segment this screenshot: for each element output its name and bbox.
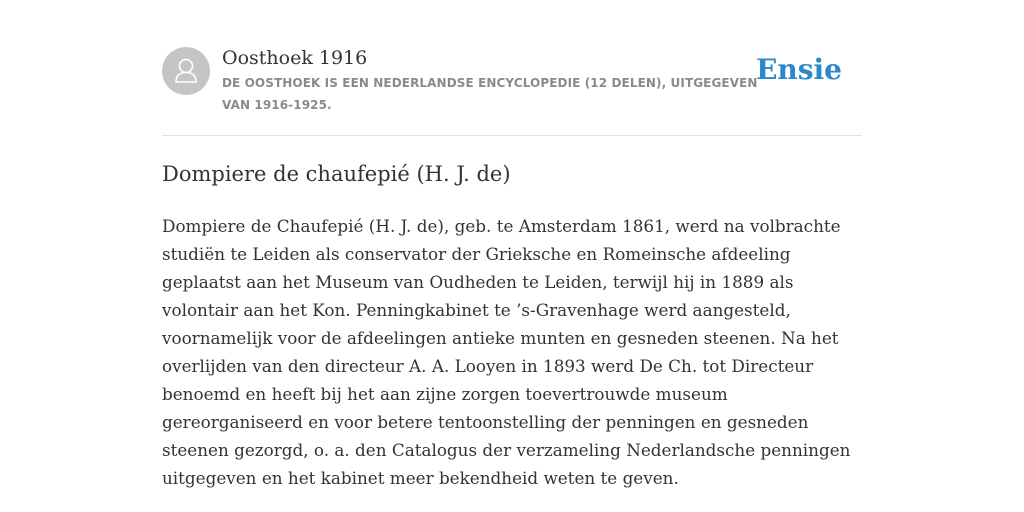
ensie-logo[interactable]: Ensie [756, 53, 842, 86]
divider [162, 135, 862, 136]
source-title[interactable]: Oosthoek 1916 [222, 47, 368, 69]
entry-body: Dompiere de Chaufepié (H. J. de), geb. te Amsterdam 1861, werd na volbrachte studiën te Leiden als conservator der Grieksche en Romeinsche afdeeling geplaatst aan het Museum van Oudheden te Leiden, terwijl hij in 1889 als volontair aan het Kon. Penningkabinet te ’s-Gravenhage werd aangesteld, voornamelijk voor de afdeelingen antieke munten en gesneden steenen. Na het overlijden van den directeur A. A. Looyen in 1893 werd De Ch. tot Directeur benoemd en heeft bij het aan zijne zorgen toevertrouwde museum gereorganiseerd en voor betere tentoonstelling der penningen en gesneden steenen gezorgd, o. a. den Catalogus der verzameling Nederlandsche penningen uitgegeven en het kabinet meer bekendheid weten te geven. [162, 216, 851, 488]
avatar [162, 47, 210, 95]
user-icon [162, 47, 210, 95]
entry-title: Dompiere de chaufepié (H. J. de) [162, 162, 511, 186]
source-description: DE OOSTHOEK IS EEN NEDERLANDSE ENCYCLOPEDIE (12 DELEN), UITGEGEVEN VAN 1916-1925. [222, 76, 758, 112]
source-header [162, 46, 862, 116]
